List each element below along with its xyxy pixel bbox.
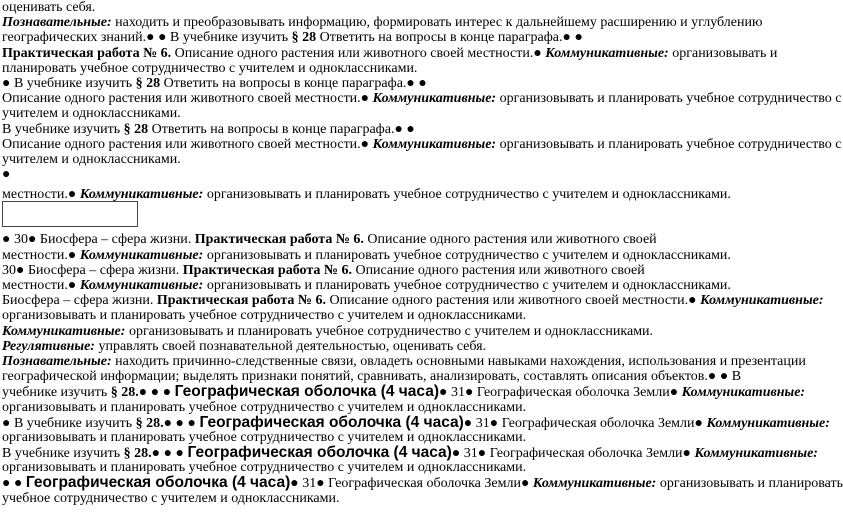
- text-line: Познавательные: находить причинно-следственные связи, овладеть основными навыками нахождения, использования и презентации: [2, 353, 806, 369]
- text-line: местности.● Коммуникативные: организовывать и планировать учебное сотрудничество с учителем и одноклассниками.: [2, 278, 731, 293]
- text-line: Практическая работа № 6. Описание одного растения или животного своей местности.● Коммуникативные: организовывать и: [2, 45, 778, 61]
- text-line: учебное сотрудничество с учителем и одноклассниками.: [2, 490, 340, 506]
- text-line: Коммуникативные: организовывать и планировать учебное сотрудничество с учителем и одноклассниками.: [2, 323, 654, 339]
- text-line: географической информации; выделять признаки понятий, сравнивать, анализировать, составлять описания объектов.● ● В: [2, 369, 742, 385]
- text-line: Регулятивные: управлять своей познавательной деятельностью, оценивать себя.: [2, 338, 487, 354]
- text-line: В учебнике изучить § 28 Ответить на вопросы в конце параграфа.● ●: [2, 121, 415, 137]
- text-line: Описание одного растения или животного своей местности.● Коммуникативные: организовывать и планировать учебное сотрудничество с: [2, 136, 842, 152]
- text-line: организовывать и планировать учебное сотрудничество с учителем и одноклассниками.: [2, 460, 527, 476]
- text-line: организовывать и планировать учебное сотрудничество с учителем и одноклассниками.: [2, 399, 527, 415]
- text-line: учителем и одноклассниками.: [2, 106, 181, 122]
- text-line: учебнике изучить § 28.● ● ● Географическая оболочка (4 часа)● 31● Географическая оболочка Земли● Коммуникативные:: [2, 383, 806, 401]
- text-line: Биосфера – сфера жизни. Практическая работа № 6. Описание одного растения или животного своей местности.● Коммуникативные:: [2, 293, 824, 309]
- text-line: местности.● Коммуникативные: организовывать и планировать учебное сотрудничество с учителем и одноклассниками.: [2, 247, 731, 263]
- text-line: ●: [2, 167, 11, 183]
- text-line: организовывать и планировать учебное сотрудничество с учителем и одноклассниками.: [2, 308, 527, 324]
- document-body: [2, 0, 843, 506]
- text-line: ● 30● Биосфера – сфера жизни. Практическая работа № 6. Описание одного растения или животного своей: [2, 232, 657, 248]
- text-line: географических знаний.● ● В учебнике изучить § 28 Ответить на вопросы в конце параграфа.● ●: [2, 30, 583, 46]
- text-line: планировать учебное сотрудничество с учителем и одноклассниками.: [2, 60, 418, 76]
- empty-table-cell: [2, 201, 138, 227]
- text-line: оценивать себя.: [2, 0, 96, 15]
- text-line: В учебнике изучить § 28.● ● ● Географическая оболочка (4 часа)● 31● Географическая оболочка Земли● Коммуникативные:: [2, 444, 818, 462]
- text-line: учителем и одноклассниками.: [2, 151, 181, 167]
- text-line: 30● Биосфера – сфера жизни. Практическая работа № 6. Описание одного растения или животного своей: [2, 262, 645, 278]
- text-line: ● В учебнике изучить § 28.● ● ● Географическая оболочка (4 часа)● 31● Географическая оболочка Земли● Коммуникативные:: [2, 413, 830, 431]
- text-line: ● В учебнике изучить § 28 Ответить на вопросы в конце параграфа.● ●: [2, 75, 427, 91]
- text-line: Описание одного растения или животного своей местности.● Коммуникативные: организовывать и планировать учебное сотрудничество с: [2, 91, 842, 107]
- text-line: местности.● Коммуникативные: организовывать и планировать учебное сотрудничество с учителем и одноклассниками.: [2, 187, 731, 203]
- text-line: ● ● Географическая оболочка (4 часа)● 31● Географическая оболочка Земли● Коммуникативные: организовывать и планировать: [2, 474, 843, 492]
- text-line: Познавательные: находить и преобразовывать информацию, формировать интерес к дальнейшему расширению и углублению: [2, 15, 763, 31]
- text-line: организовывать и планировать учебное сотрудничество с учителем и одноклассниками.: [2, 429, 527, 445]
